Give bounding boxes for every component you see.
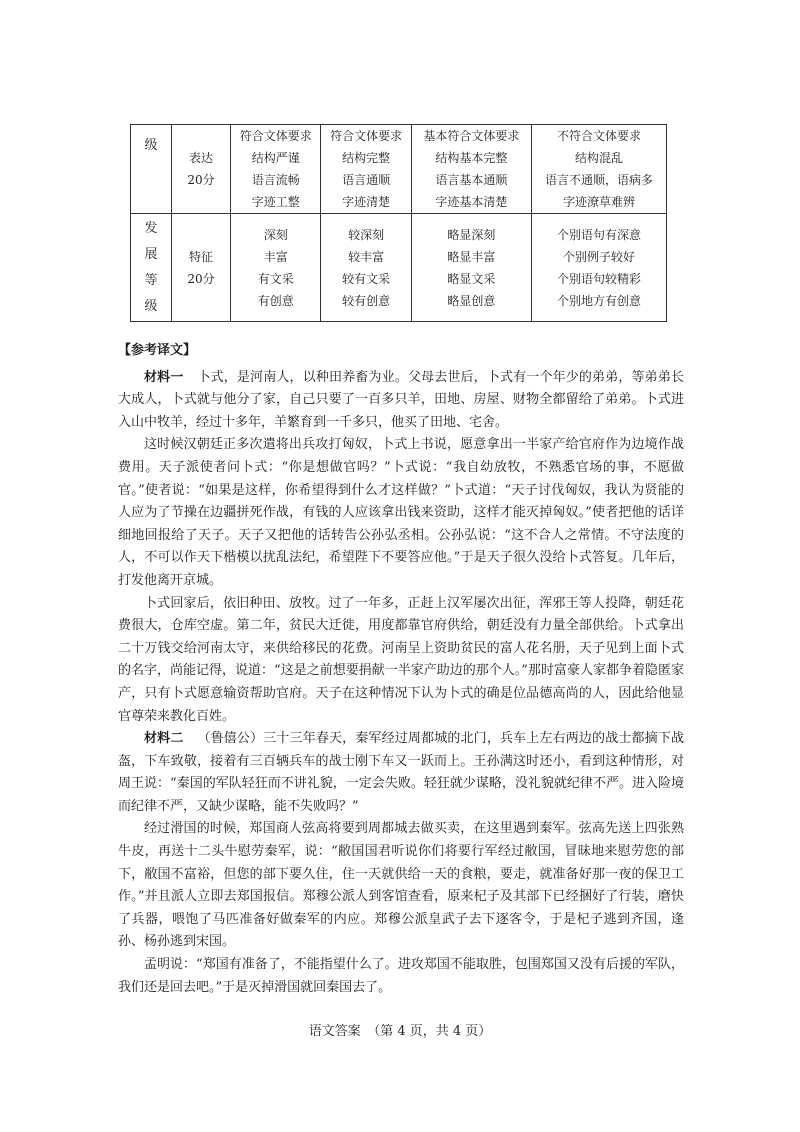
level-cell: 级 <box>131 125 172 214</box>
table-cell: 符合文体要求 结构严谨 语言流畅 字迹工整 <box>231 125 321 214</box>
paragraph: 经过滑国的时候，郑国商人弦高将要到周都城去做买卖，在这里遇到秦军。弦高先送上四张熟牛皮，再送十二头牛慰劳秦军，说：“敝国国君听说你们将要行军经过敝国，冒昧地来慰劳您的部下，敝国不富裕，但您的部下要久住，住一天就供给一天的食粮，要走，就准备好那一夜的保卫工作。”并且派人立即去郑国报信。郑穆公派人到客馆查看，原来杞子及其部下已经捆好了行装，磨快了兵器，喂饱了马匹准备好做秦军的内应。郑穆公派皇武子去下逐客令，于是杞子逃到齐国，逢孙、杨孙逃到宋国。 <box>118 821 684 950</box>
table-cell: 略显深刻 略显丰富 略显文采 略显创意 <box>411 214 531 322</box>
criterion-label: 特征 <box>188 249 213 264</box>
page-footer: 语文答案 （第 4 页，共 4 页） <box>308 1024 492 1039</box>
criterion-cell <box>172 214 231 322</box>
paragraph: 材料一 卜式，是河南人，以种田养畜为业。父母去世后，卜式有一个年少的弟弟，等弟弟长大成人，卜式就与他分了家，自己只要了一百多只羊，田地、房屋、财物全都留给了弟弟。卜式进入山中牧羊，经过十多年，羊繁育到一千多只，他买了田地、宅舍。 <box>118 369 684 430</box>
paragraph: 孟明说：“郑国有准备了，不能指望什么了。进攻郑国不能取胜，包围郑国又没有后援的军队，我们还是回去吧。”于是灭掉滑国就回秦国去了。 <box>118 957 684 995</box>
paragraph: 这时候汉朝廷正多次遣将出兵攻打匈奴，卜式上书说，愿意拿出一半家产给官府作为边境作战费用。天子派使者问卜式：“你是想做官吗？”卜式说：“我自幼放牧，不熟悉官场的事，不愿做官。”使者说：“如果是这样，你希望得到什么才这样做？”卜式道：“天子讨伐匈奴，我认为贤能的人应为了节操在边疆拼死作战，有钱的人应该拿出钱来资助，这样才能灭掉匈奴。”使者把他的话详细地回报给了天子。天子又把他的话转告公孙弘丞相。公孙弘说：“这不合人之常情。不守法度的人，不可以作天下楷模以扰乱法纪，希望陛下不要答应他。”于是天子很久没给卜式答复。几年后，打发他离开京城。 <box>118 437 684 588</box>
table-cell: 较深刻 较丰富 较有文采 较有创意 <box>321 214 411 322</box>
table-cell: 深刻 丰富 有文采 有创意 <box>231 214 321 322</box>
reference-translation <box>118 340 684 999</box>
material-label: 材料一 <box>144 369 184 385</box>
paragraph: 卜式回家后，依旧种田、放牧。过了一年多，正赶上汉军屡次出征，浑邪王等人投降，朝廷花费很大，仓库空虚。第二年，贫民大迁徙，用度都靠官府供给，朝廷没有力量全部供给。卜式拿出二十万钱交给河南太守，来供给移民的花费。河南呈上资助贫民的富人花名册，天子见到上面卜式的名字，尚能记得，说道：“这是之前想要捐献一半家产助边的那个人。”那时富豪人家都争着隐匿家产，只有卜式愿意输资帮助官府。天子在这种情况下认为卜式的确是位品德高尚的人，因此给他显官尊荣来教化百姓。 <box>118 595 684 724</box>
section-heading: 【参考译文】 <box>118 343 197 358</box>
table-cell: 符合文体要求 结构完整 语言通顺 字迹清楚 <box>321 125 411 214</box>
table-row <box>131 214 667 322</box>
criterion-label: 表达 <box>188 151 213 165</box>
level-cell: 发 展 等 级 <box>131 214 172 322</box>
table-cell: 基本符合文体要求 结构基本完整 语言基本通顺 字迹基本清楚 <box>411 125 531 214</box>
material-label: 材料二 <box>144 731 184 747</box>
criterion-score: 20分 <box>187 271 215 286</box>
table-cell: 个别语句有深意 个别例子较好 个别语句较精彩 个别地方有创意 <box>531 214 666 322</box>
table-cell: 不符合文体要求 结构混乱 语言不通顺，语病多 字迹潦草难辨 <box>531 125 666 214</box>
grading-table <box>130 124 667 320</box>
criterion-cell <box>172 125 231 214</box>
table-row <box>131 125 667 214</box>
criterion-score: 20分 <box>187 173 215 187</box>
paragraph: 材料二 （鲁僖公）三十三年春天，秦军经过周都城的北门，兵车上左右两边的战士都摘下战盔，下车致敬，接着有三百辆兵车的战士刚下车又一跃而上。王孙满这时还小，看到这种情形，对周王说：“秦国的军队轻狂而不讲礼貌，一定会失败。轻狂就少谋略，没礼貌就纪律不严。进入险境而纪律不严，又缺少谋略，能不失败吗？” <box>118 731 684 814</box>
